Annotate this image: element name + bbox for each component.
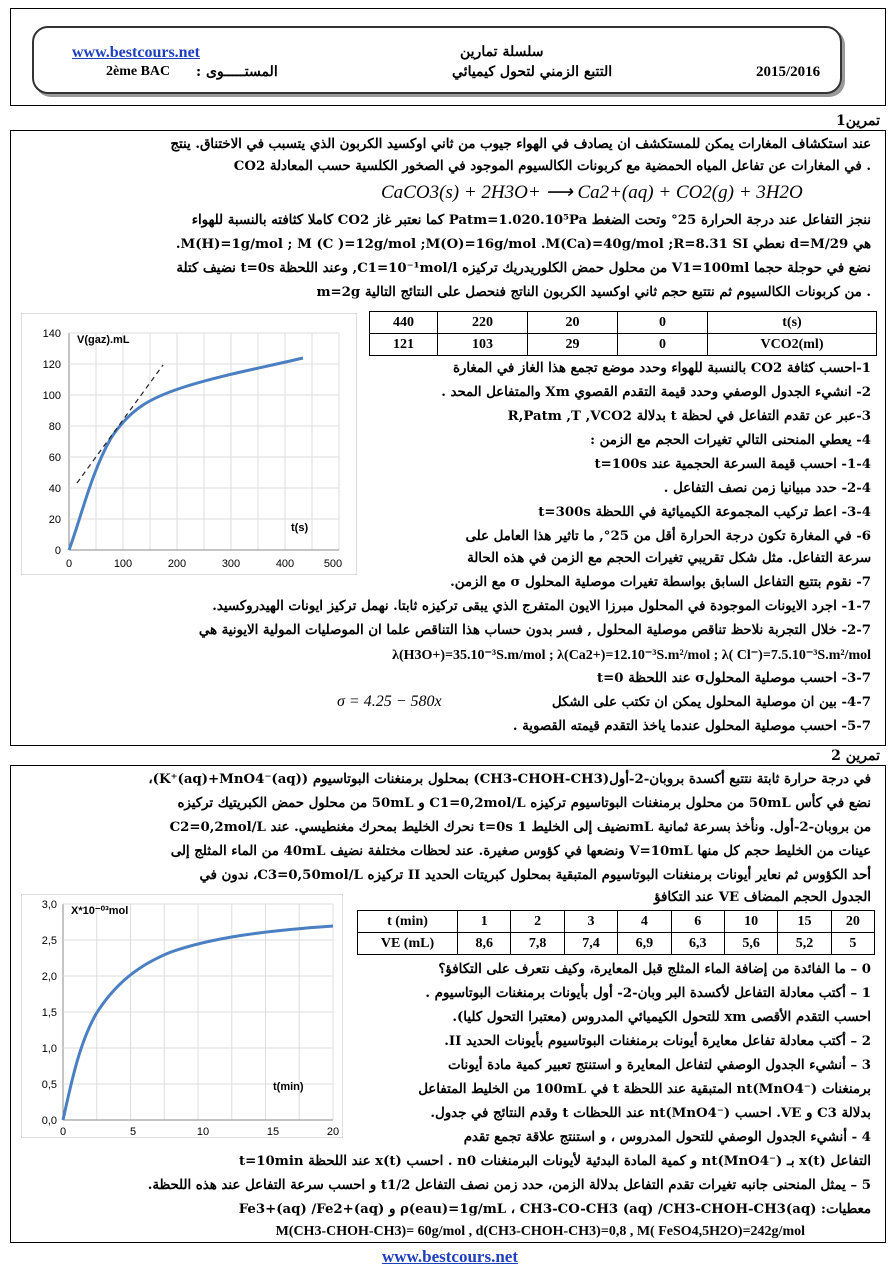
footer-site-link[interactable]: www.bestcours.net [382, 1247, 518, 1266]
table-cell: 4 [618, 911, 671, 933]
molar-conductivities: λ(H3O+)=35.10⁻³S.m/mol ; λ(Ca2+)=12.10⁻³S.m²/mol ; λ( Cl⁻)=7.5.10⁻³S.m²/mol [392, 648, 871, 663]
question: 2-7- خلال التجربة نلاحظ تناقص موصلية المحلول , فسر بدون حساب هذا التناقص علما ان الموصليات المولية الايونية هي [198, 623, 871, 638]
table-header: VE (mL) [358, 933, 458, 955]
y-tick-label: 0 [54, 545, 61, 557]
year: 2015/2016 [756, 64, 821, 80]
ex1-line: عند استكشاف المغارات يمكن للمستكشف ان يصادف في الهواء جيوب من ثاني اوكسيد الكربون الذي يتسبب في الاختناق. ينتج [170, 137, 871, 152]
level-label: المستـــــوى : [196, 64, 278, 80]
ex1-line: CO2 في المغارات عن تفاعل المياه الحمضية مع كربونات الكالسيوم الموجود في الصخور الكلسية حسب المعادلة . [233, 159, 871, 174]
ex2-section [10, 765, 886, 1243]
question: 0 – ما الفائدة من إضافة الماء المثلج قبل المعايرة، وكيف نتعرف على التكافؤ؟ [438, 962, 871, 977]
chart2-frame [21, 894, 343, 1138]
x-tick-label: 15 [266, 1126, 280, 1138]
question: 4- يعطي المنحنى التالي تغيرات الحجم مع الزمن : [590, 433, 871, 448]
question: 2 – أكتب معادلة تفاعل معايرة أيونات برمنغنات البوتاسيوم بأيونات الحديد II. [444, 1034, 871, 1049]
question: 3-عبر عن تقدم التفاعل في لحظة t بدلالة R,Patm ,T ,VCO2 [507, 409, 871, 424]
table-cell: 29 [528, 334, 618, 356]
table-header: t (min) [358, 911, 458, 933]
chart1-volume-vs-time [21, 313, 357, 575]
y-tick-label: 120 [42, 359, 61, 371]
table-cell: 5,2 [778, 933, 831, 955]
table-cell: 2 [511, 911, 564, 933]
y-tick-label: 140 [42, 328, 61, 340]
question: 7- نقوم بتتبع التفاعل السابق بواسطة تغيرات موصلية المحلول σ مع الزمن. [450, 575, 871, 590]
level-value: 2ème BAC [106, 64, 171, 79]
x-tick-label: 200 [167, 558, 187, 570]
table-cell: 7,4 [564, 933, 617, 955]
y-tick-label: 1,5 [41, 1007, 57, 1019]
x-tick-label: 400 [275, 558, 295, 570]
reaction-equation: CaCO3(s) + 2H3O+ ⟶ Ca2+(aq) + CO2(g) + 3H2O [381, 182, 803, 203]
ex2-title: تمرين 2 [831, 748, 880, 764]
ex1-line: هي d=M/29 نعطي M(H)=1g/mol ; M (C )=12g/mol ;M(O)=16g/mol .M(Ca)=40g/mol ;R=8.31 SI. [175, 237, 871, 252]
y-tick-label: 2,5 [41, 935, 57, 947]
question: 6- في المغارة تكون درجة الحرارة أقل من 25°, ما تاثير هذا العامل على [465, 529, 871, 544]
x-tick-label: 500 [323, 558, 343, 570]
x-tick-label: 20 [326, 1126, 340, 1138]
chart1-ylabel: V(gaz).mL [77, 334, 130, 346]
y-tick-label: 3,0 [41, 899, 57, 911]
series-title: سلسلة تمارين [460, 44, 544, 60]
table-cell: 10 [724, 911, 777, 933]
question: 4 - أنشيء الجدول الوصفي للتحول المدروس ، و استنتج علاقة تجمع تقدم [463, 1130, 871, 1145]
y-tick-label: 20 [48, 514, 61, 526]
y-tick-label: 2,0 [41, 971, 57, 983]
table-cell: 5,6 [724, 933, 777, 955]
question: 1-احسب كثافة CO2 بالنسبة للهواء وحدد موضع تجمع هذا الغاز في المغارة [452, 361, 871, 376]
table-cell: 0 [618, 334, 708, 356]
table-cell: 5 [831, 933, 874, 955]
x-tick-label: 0 [59, 1126, 67, 1138]
y-tick-label: 100 [42, 390, 61, 402]
table-cell: 0 [618, 312, 708, 334]
chart1-frame [21, 313, 357, 575]
question: 2-4- حدد مبيانيا زمن نصف التفاعل . [663, 481, 871, 496]
ex1-section [10, 130, 886, 746]
table-cell: 6,3 [671, 933, 724, 955]
question: 3 – أنشيء الجدول الوصفي لتفاعل المعايرة و استنتج تعبير كمية مادة أيونات [447, 1058, 871, 1073]
table-cell: 6 [671, 911, 724, 933]
ex1-title: تمرين1 [835, 113, 880, 129]
y-tick-label: 80 [48, 421, 61, 433]
question: 2- انشيء الجدول الوصفي وحدد قيمة التقدم القصوي Xm والمتفاعل المحد . [441, 385, 871, 400]
question: التفاعل x(t) بـ nt(MnO4⁻) و كمية المادة البدئية لأيونات البرمنغنات n0 . احسب x(t) عند اللحظة t=10min [238, 1154, 871, 1169]
ex2-line: نضع في كأس 50mL من محلول برمنغنات البوتاسيوم تركيزه C1=0,2mol/L و 50mL من محلول حمض الكبريتيك تركيزه [177, 796, 871, 811]
x-tick-label: 0 [65, 558, 73, 570]
sigma-formula: σ = 4.25 − 580x [337, 693, 442, 710]
table-header: t(s) [708, 312, 877, 334]
table-cell: 8,6 [458, 933, 511, 955]
table-cell: 1 [458, 911, 511, 933]
ex1-line: m=2g من كربونات الكالسيوم ثم نتتبع حجم ثاني اوكسيد الكربون الناتج فنحصل على النتائج التالية . [316, 285, 871, 300]
table-cell: 440 [370, 312, 438, 334]
ex2-line: عينات من الخليط حجم كل منها V=10mL ونضعها في كؤوس صغيرة. عند لحظات مختلفة نضيف 40mL من الماء المثلج إلى [170, 844, 871, 859]
question: 1-7- اجرد الايونات الموجودة في المحلول مبرزا الايون المتفرج الذي يبقى تركيزه ثابتا. نهمل تركيز ايونات الهيدروكسيد. [212, 599, 871, 614]
table-cell: 103 [438, 334, 528, 356]
data-given: معطيات: ρ(eau)=1g/mL ، CH3-CO-CH3 (aq) /CH3-CHOH-CH3(aq) و Fe3+(aq) /Fe2+(aq) [238, 1202, 871, 1217]
question: 5-7- احسب موصلية المحلول عندما ياخذ التقدم قيمته القصوية . [512, 719, 871, 734]
y-tick-label: 40 [48, 483, 61, 495]
y-tick-label: 0,5 [41, 1079, 57, 1091]
question: احسب التقدم الأقصى xm للتحول الكيميائي المدروس (معتبرا التحول كليا). [452, 1010, 871, 1025]
y-tick-label: 60 [48, 452, 61, 464]
x-tick-label: 100 [113, 558, 133, 570]
y-tick-label: 0,0 [41, 1115, 57, 1127]
question: 3-7- احسب موصلية المحلولσ عند اللحظة t=0 [597, 671, 871, 686]
question: 4-7- بين ان موصلية المحلول يمكن ان تكتب على الشكل [551, 695, 871, 710]
x-tick-label: 10 [196, 1126, 210, 1138]
ex1-line: نضع في حوجلة حجما V1=100ml من محلول حمض الكلوريدريك تركيزه C1=10⁻¹mol/l, وعند اللحظة t=0s نضيف كتلة [176, 261, 871, 276]
table-cell: 7,8 [511, 933, 564, 955]
table-cell: 20 [831, 911, 874, 933]
question: 3-4- اعط تركيب المجموعة الكيميائية في اللحظة t=300s [538, 505, 871, 520]
table-cell: 6,9 [618, 933, 671, 955]
chart2-ylabel: X*10⁻⁰³mol [71, 905, 129, 917]
ex1-data-table [369, 311, 877, 356]
table-cell: 220 [438, 312, 528, 334]
x-tick-label: 5 [129, 1126, 137, 1138]
question: بدلالة C3 و VE. احسب nt(MnO4⁻) عند اللحظات t وقدم النتائج في جدول. [430, 1106, 871, 1121]
chart2-advancement-vs-time [21, 894, 343, 1138]
site-link[interactable]: www.bestcours.net [72, 44, 200, 61]
ex2-line: في درجة حرارة ثابتة نتتبع أكسدة بروبان-2-أول(CH3-CHOH-CH3) بمحلول برمنغنات البوتاسيوم (K⁺(aq)+MnO4⁻(aq))، [148, 772, 871, 787]
ex2-data-table [357, 910, 875, 955]
table-header: VCO2(ml) [708, 334, 877, 356]
ex2-line: C2=0,2mol/L نحرك الخليط بمحرك مغنطيسي. عند t=0s نضيف إلى الخليط 1mL من بروبان-2-أول. ونأخذ بسرعة ثمانية [169, 820, 871, 835]
data-given: M(CH3-CHOH-CH3)= 60g/mol , d(CH3-CHOH-CH3)=0,8 , M( FeSO4,5H2O)=242g/mol [275, 1224, 805, 1239]
table-cell: 15 [778, 911, 831, 933]
question: برمنغنات nt(MnO4⁻) المتبقية عند اللحظة t في 100mL من الخليط المتفاعل [418, 1082, 871, 1097]
table-cell: 3 [564, 911, 617, 933]
chart1-xlabel: t(s) [291, 522, 309, 534]
question: 1 – أكتب معادلة التفاعل لأكسدة البر وبان-2- أول بأيونات برمنغنات البوتاسيوم . [425, 986, 871, 1001]
ex1-line: ننجز التفاعل عند درجة الحرارة 25° وتحت الضغط Patm=1.020.10⁵Pa كما نعتبر غاز CO2 كاملا كثافته بالنسبة للهواء [191, 213, 871, 228]
chart2-xlabel: t(min) [273, 1081, 304, 1093]
question: سرعة التفاعل. مثل شكل تقريبي تغيرات الحجم مع الزمن في هذه الحالة [467, 551, 871, 566]
question: 5 – يمثل المنحنى جانبه تغيرات تقدم التفاعل بدلالة الزمن، حدد زمن نصف التفاعل t1/2 و احسب سرعة التفاعل عند هذه اللحظة. [147, 1178, 871, 1193]
ex2-line: الجدول الحجم المضاف VE عند التكافؤ [654, 890, 871, 905]
question: 1-4- احسب قيمة السرعة الحجمية عند t=100s [594, 457, 871, 472]
lesson-title: التتبع الزمني لتحول كيميائي [452, 64, 613, 80]
table-cell: 20 [528, 312, 618, 334]
table-cell: 121 [370, 334, 438, 356]
ex2-line: أحد الكؤوس ثم نعاير أيونات برمنغنات البوتاسيوم المتبقية بمحلول كبريتات الحديد II تركيزه C3=0,50mol/L، ندون في [199, 868, 871, 883]
y-tick-label: 1,0 [41, 1043, 57, 1055]
x-tick-label: 300 [221, 558, 241, 570]
